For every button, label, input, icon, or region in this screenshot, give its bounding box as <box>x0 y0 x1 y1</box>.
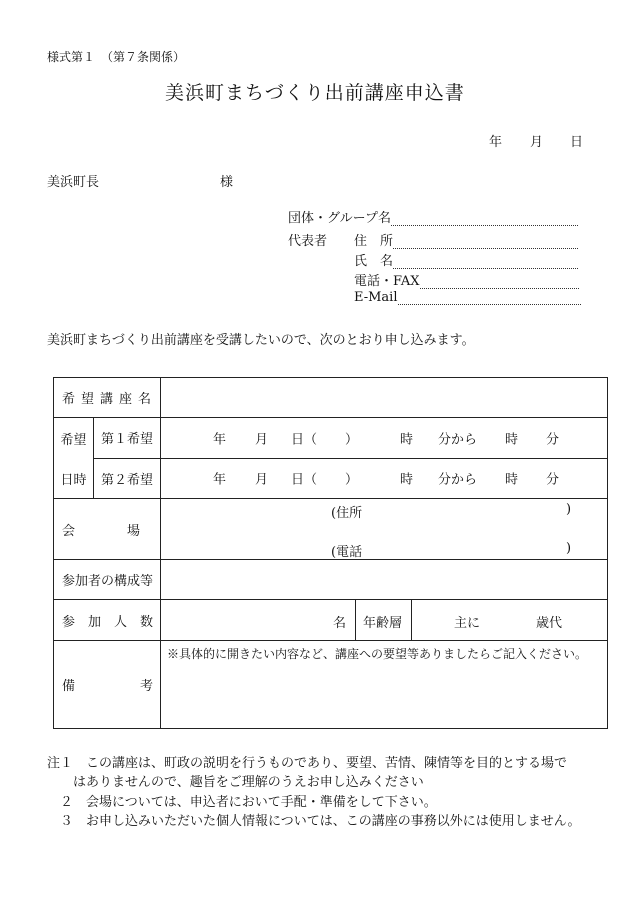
address-row <box>354 230 578 249</box>
fc-min: 分 <box>546 432 560 448</box>
count-field[interactable] <box>161 600 608 641</box>
group-name-field[interactable] <box>391 211 578 226</box>
course-field[interactable] <box>161 378 608 418</box>
group-name-label: 団体・グループ名 <box>288 211 391 226</box>
fc-month: 月 <box>255 432 269 448</box>
fc-year: 年 <box>213 432 227 448</box>
phone-fax-field[interactable] <box>420 274 579 289</box>
application-table <box>53 377 608 729</box>
count-divider-2 <box>411 600 412 641</box>
venue-address-label: (住所 <box>331 506 363 521</box>
address-field[interactable] <box>393 234 578 249</box>
remarks-note: ※具体的に開きたい内容など、講座への要望等ありましたらご記入ください。 <box>167 647 588 661</box>
people-unit: 名 <box>333 616 347 631</box>
age-unit: 歳代 <box>536 616 563 631</box>
schedule-label-1: 希望 <box>60 432 87 448</box>
sc-year: 年 <box>213 472 227 488</box>
rep-name-label: 氏 名 <box>354 254 394 269</box>
address-label: 住 所 <box>354 234 394 249</box>
note-3: ３ お申し込みいただいた個人情報については、この講座の事務以外には使用しません。 <box>60 814 581 829</box>
note-1-line-1: 注１ この講座は、町政の説明を行うものであり、要望、苦情、陳情等を目的とする場で <box>47 756 568 771</box>
first-choice-row <box>54 418 608 459</box>
venue-field[interactable] <box>161 499 608 560</box>
composition-field[interactable] <box>161 560 608 600</box>
form-number: 様式第１ （第７条関係） <box>47 50 186 64</box>
second-choice-row <box>54 458 608 499</box>
addressee-honorific: 様 <box>220 175 234 190</box>
mainly-label: 主に <box>454 616 481 631</box>
venue-phone-close: ) <box>566 541 572 556</box>
second-choice-field[interactable] <box>161 458 608 499</box>
first-choice-field[interactable] <box>161 418 608 459</box>
intro-text: 美浜町まちづくり出前講座を受講したいので、次のとおり申し込みます。 <box>47 333 475 348</box>
sc-hour: 時 <box>400 472 414 488</box>
composition-row <box>54 560 608 600</box>
email-row <box>354 290 581 305</box>
fc-day: 日（ <box>291 432 318 448</box>
venue-row <box>54 499 608 560</box>
count-row <box>54 600 608 641</box>
schedule-label-2: 日時 <box>60 472 87 488</box>
remarks-row <box>54 641 608 729</box>
rep-name-field[interactable] <box>393 254 578 269</box>
second-choice-label: 第２希望 <box>101 472 154 488</box>
phone-fax-row <box>354 270 579 289</box>
page-title: 美浜町まちづくり出前講座申込書 <box>165 82 465 104</box>
venue-phone-label: (電話 <box>331 545 363 560</box>
remarks-field[interactable] <box>161 641 608 729</box>
fc-close: ） <box>345 432 359 448</box>
date-month-label: 月 <box>530 135 544 150</box>
date-day-label: 日 <box>570 135 584 150</box>
note-2: ２ 会場については、申込者において手配・準備をして下さい。 <box>60 795 437 810</box>
venue-address-close: ) <box>566 502 572 517</box>
sc-min-from: 分から <box>438 472 478 488</box>
fc-hour: 時 <box>400 432 414 448</box>
sc-min: 分 <box>546 472 560 488</box>
rep-name-row <box>354 250 578 269</box>
email-label: E-Mail <box>354 290 398 305</box>
note-1-line-2: はありませんので、趣旨をご理解のうえお申し込みください <box>73 775 424 790</box>
count-divider-1 <box>355 600 356 641</box>
sc-hour2: 時 <box>505 472 519 488</box>
phone-fax-label: 電話・FAX <box>354 274 420 289</box>
addressee-name: 美浜町長 <box>47 175 100 190</box>
age-label: 年齢層 <box>363 616 403 631</box>
course-label: 希望講座名 <box>62 392 158 407</box>
fc-min-from: 分から <box>438 432 478 448</box>
fc-hour2: 時 <box>505 432 519 448</box>
venue-label: 会 場 <box>62 523 141 539</box>
sc-close: ） <box>345 472 359 488</box>
course-row <box>54 378 608 418</box>
remarks-label: 備 考 <box>62 679 154 694</box>
group-name-row <box>288 207 578 226</box>
first-choice-label: 第１希望 <box>101 432 154 448</box>
email-field[interactable] <box>398 290 581 305</box>
composition-label: 参加者の構成等 <box>62 574 154 589</box>
date-year-label: 年 <box>489 135 503 150</box>
sc-day: 日（ <box>291 472 318 488</box>
representative-label: 代表者 <box>288 234 328 249</box>
sc-month: 月 <box>255 472 269 488</box>
count-label: 参 加 人 数 <box>62 614 154 630</box>
